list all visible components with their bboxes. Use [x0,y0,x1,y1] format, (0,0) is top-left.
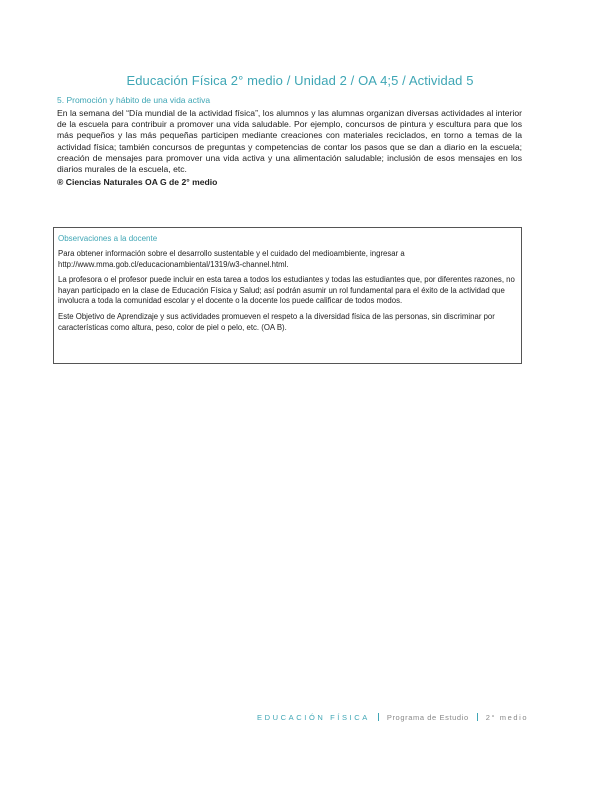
footer-program: Programa de Estudio [386,713,469,722]
observation-paragraph: La profesora o el profesor puede incluir en esta tarea a todos los estudiantes y todas las estudiantes que, por diferentes razones, no hayan participado en la clase de Educación Física y Salud; así podrán asumir un rol fundamental para el éxito de la actividad que involucra a toda la comunidad escolar y el docente o la docente los puede calificar de todos modos. [58,275,515,306]
crossref-line [57,176,522,188]
page-footer [257,713,537,722]
activity-section [57,95,522,188]
section-heading: 5. Promoción y hábito de una vida activa [57,95,211,105]
observations-title: Observaciones a la docente [58,234,158,243]
observation-paragraph: Para obtener información sobre el desarrollo sustentable y el cuidado del medioambiente, ingresar a http://www.mma.gob.cl/educacionambiental/1319/w3-channel.html. [58,249,405,269]
footer-subject: EDUCACIÓN FÍSICA [257,713,370,722]
crossref-symbol-icon: ® [57,177,64,188]
section-body: En la semana del “Día mundial de la actividad física”, los alumnos y las alumnas organizan diversas actividades al interior de la escuela para contribuir a promover una vida saludable. Por ejemplo, concursos de pintura y escultura para que los más pequeños y las más pequeñas participen mediante creaciones con materiales reciclados, en torno a temas de la actividad física; también concursos de preguntas y competencias de contar los pasos que se dan a diario en la escuela; creación de mensajes para promover una vida activa y una alimentación saludable; inclusión de esos mensajes en los diarios murales de la escuela, etc. [57,108,522,175]
page-title: Educación Física 2° medio / Unidad 2 / OA 4;5 / Actividad 5 [126,73,474,88]
footer-grade: 2° medio [485,713,529,722]
footer-divider [378,713,379,721]
footer-divider [477,713,478,721]
observation-paragraph: Este Objetivo de Aprendizaje y sus actividades promueven el respeto a la diversidad física de las personas, sin discriminar por características como altura, peso, color de piel o pelo, etc. (OA B). [58,311,495,332]
crossref-text: Ciencias Naturales OA G de 2° medio [65,177,218,188]
observations-box [53,227,522,364]
